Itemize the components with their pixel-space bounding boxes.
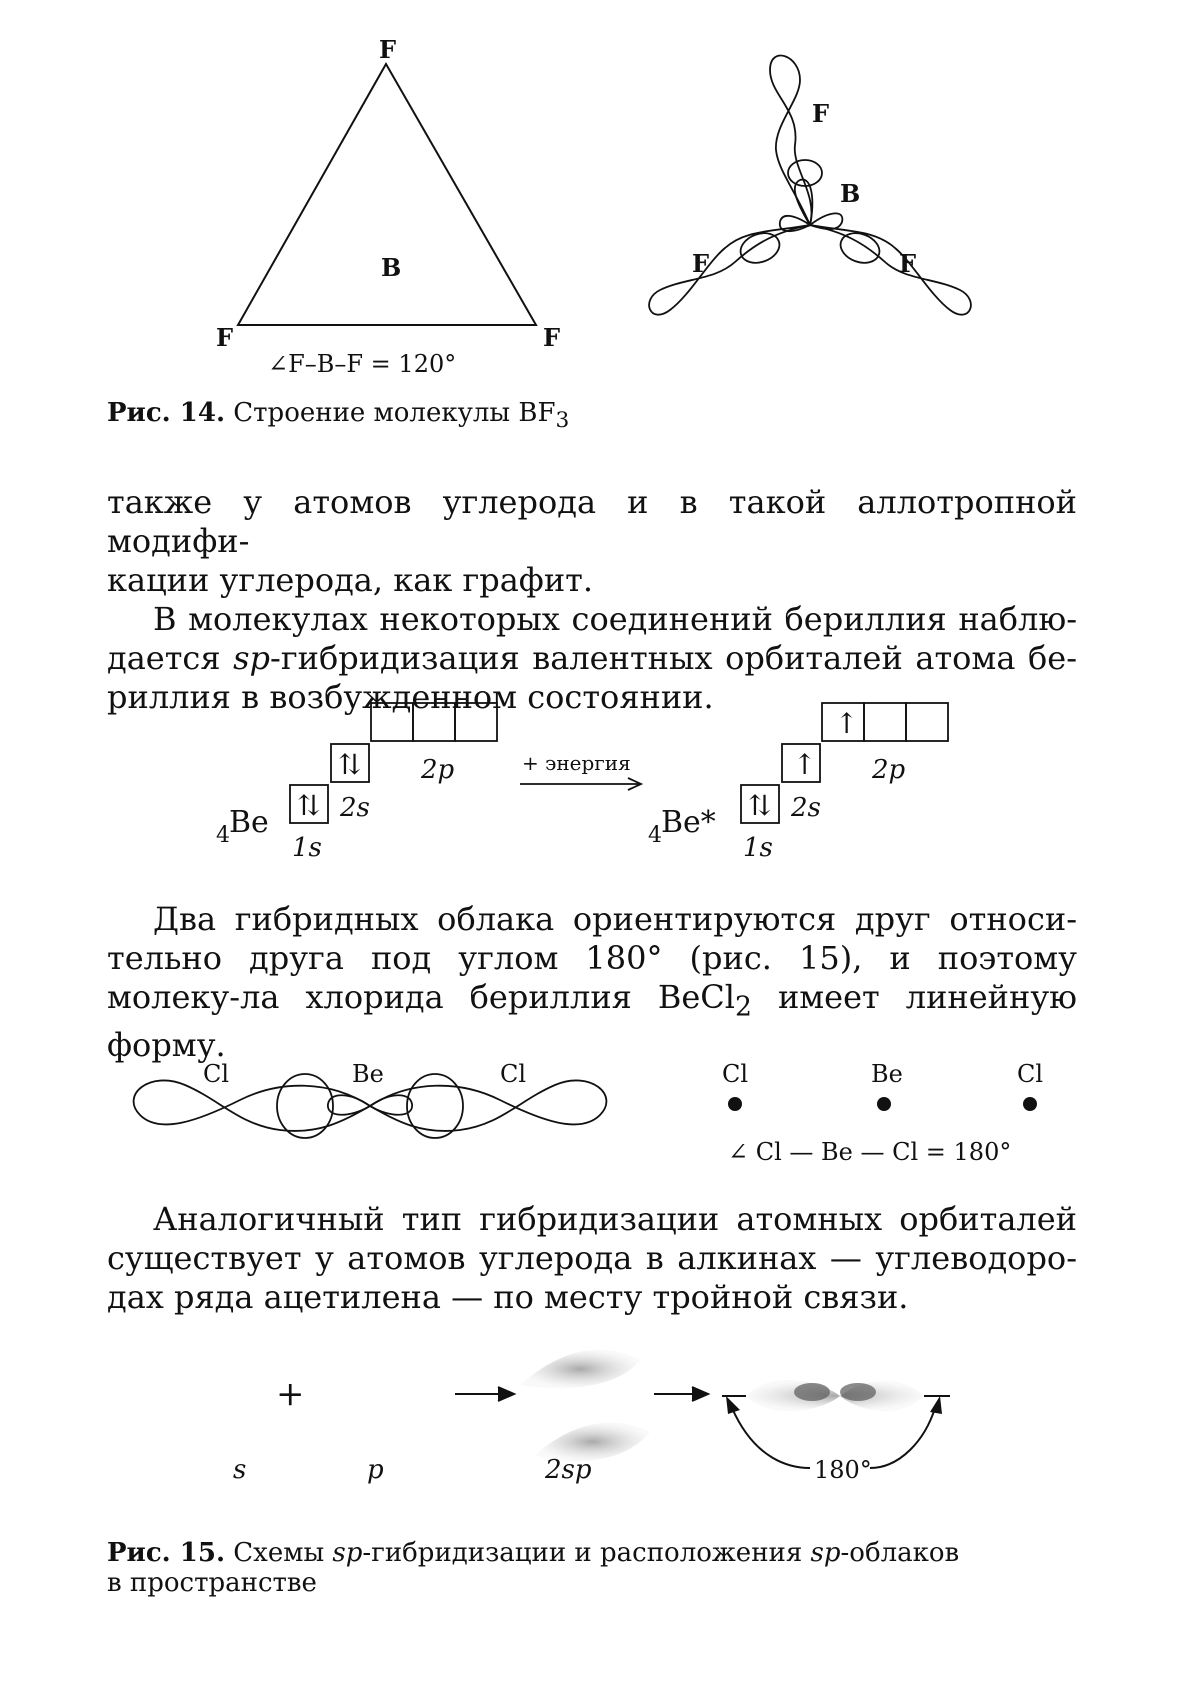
fig15-caption-line2: в пространстве: [107, 1568, 317, 1598]
excited-2p-box-3: [906, 703, 948, 741]
fig15-sp-term-2: sp: [810, 1538, 841, 1568]
graphite-line1: также у атомов углерода и в такой аллотропной модифи-: [107, 483, 1077, 560]
left-overlap-loop: [277, 1074, 333, 1138]
sp-cloud-combined: [746, 1380, 924, 1411]
orb-b-label: B: [840, 179, 861, 208]
ground-orb-2s: 2s: [340, 793, 370, 823]
fig14-orbital-diagram: [630, 40, 980, 340]
fig15-arrow1-head: [498, 1387, 514, 1401]
fig15-caption-label: Рис. 15.: [107, 1538, 226, 1568]
apex-f-label: F: [379, 35, 397, 64]
becl2-paragraph: Два гибридных облака ориентируются друг относи-тельно друга под углом 180° (рис. 15), и поэтому молеку-ла хлорида бериллия BeCl$_2$ имеет линейную форму.: [107, 900, 1078, 1065]
excited-be-symbol: Be*: [661, 805, 716, 840]
excited-2p-electron: ↑: [835, 707, 859, 740]
fig14-caption: [107, 398, 569, 436]
ground-2s-electrons: ⇅: [338, 748, 362, 781]
bf-top-orbital: [770, 56, 812, 225]
text-block-alkynes: [107, 1200, 1077, 1317]
excited-orb-2p: 2p: [872, 755, 906, 785]
linear-left-cl-dot: [728, 1097, 742, 1111]
orb-right-f-label: F: [899, 249, 917, 278]
bond-angle-label: ∠F–B–F = 120°: [268, 350, 457, 378]
orb-left-f-label: F: [692, 249, 710, 278]
be-small-lobes: [328, 1095, 412, 1115]
sp-cloud-upper: [520, 1350, 640, 1388]
fig15-label-s: s: [233, 1455, 247, 1485]
excited-be-sub: 4: [648, 823, 662, 848]
becl2-right-cl-label: Cl: [500, 1060, 527, 1088]
right-cl-orbital: [370, 1080, 606, 1131]
ground-orb-2p: 2p: [421, 755, 455, 785]
center-b-label: B: [381, 253, 402, 282]
text-block-becl2: [107, 900, 1077, 1065]
fig15-plus: +: [276, 1374, 305, 1414]
fig15-label-p: p: [367, 1455, 384, 1485]
ground-be-symbol: Be: [229, 805, 269, 840]
fig14-caption-text: Строение молекулы BF: [233, 398, 556, 428]
fig15-arrow2-head: [692, 1387, 708, 1401]
fig15-diagram: [0, 1330, 1178, 1510]
angle-arc-head-right: [930, 1396, 942, 1414]
linear-be-label: Be: [871, 1060, 903, 1088]
excited-2p-box-2: [864, 703, 906, 741]
linear-right-cl-label: Cl: [1017, 1060, 1044, 1088]
becl2-left-cl-label: Cl: [203, 1060, 230, 1088]
bf3-triangle: [238, 64, 536, 325]
fig15-sp-term-1: sp: [332, 1538, 363, 1568]
fig14-caption-label: Рис. 14.: [107, 398, 226, 428]
fig14-caption-sub: 3: [555, 408, 570, 434]
ground-2p-box-3: [455, 703, 497, 741]
excited-2s-electron: ↑: [793, 748, 817, 781]
be-electron-scheme: [0, 680, 1178, 870]
becl2-be-label: Be: [352, 1060, 384, 1088]
bf-left-orbital: [649, 225, 810, 315]
linear-left-cl-label: Cl: [722, 1060, 749, 1088]
fig15-caption: [107, 1538, 959, 1598]
angle-arc-head-left: [726, 1396, 740, 1414]
linear-be-dot: [877, 1097, 891, 1111]
energy-arrow-label: + энергия: [522, 751, 631, 775]
fig15-angle-label: 180°: [814, 1456, 872, 1484]
ground-be-sub: 4: [216, 823, 230, 848]
fig15-label-2sp: 2sp: [545, 1455, 592, 1485]
alkynes-paragraph: Аналогичный тип гибридизации атомных орбиталей существует у атомов углерода в алкинах — углеводоро-дах ряда ацетилена — по месту тройной связи.: [107, 1200, 1077, 1316]
ground-orb-1s: 1s: [292, 833, 322, 863]
left-cl-orbital: [134, 1080, 370, 1131]
beryllium-paragraph: В молекулах некоторых соединений бериллия наблю-дается sp-гибридизация валентных орбиталей атома бе-риллия в возбужденном состоянии.: [107, 600, 1078, 716]
sp-term: sp: [233, 639, 271, 677]
orb-top-f-label: F: [812, 99, 830, 128]
becl2-sub: 2: [735, 991, 752, 1023]
sp-cloud-core-left: [794, 1383, 830, 1401]
fig14-triangle-diagram: [0, 0, 600, 380]
fig15-caption-line1: Рис. 15. Схемы sp-гибридизации и расположения sp-облаков: [107, 1538, 960, 1568]
right-overlap-loop: [407, 1074, 463, 1138]
linear-angle-label: ∠ Cl — Be — Cl = 180°: [728, 1138, 1012, 1166]
excited-1s-electrons: ⇅: [748, 789, 772, 822]
becl2-diagram: [0, 1050, 1178, 1180]
graphite-line2: кации углерода, как графит.: [107, 561, 594, 599]
ground-1s-electrons: ⇅: [297, 789, 321, 822]
linear-right-cl-dot: [1023, 1097, 1037, 1111]
right-f-label: F: [543, 323, 561, 352]
excited-orb-2s: 2s: [791, 793, 821, 823]
ground-2p-box-1: [371, 703, 413, 741]
bf-right-orbital: [810, 225, 971, 315]
excited-orb-1s: 1s: [743, 833, 773, 863]
sp-cloud-core-right: [840, 1383, 876, 1401]
left-f-label: F: [216, 323, 234, 352]
ground-2p-box-2: [413, 703, 455, 741]
